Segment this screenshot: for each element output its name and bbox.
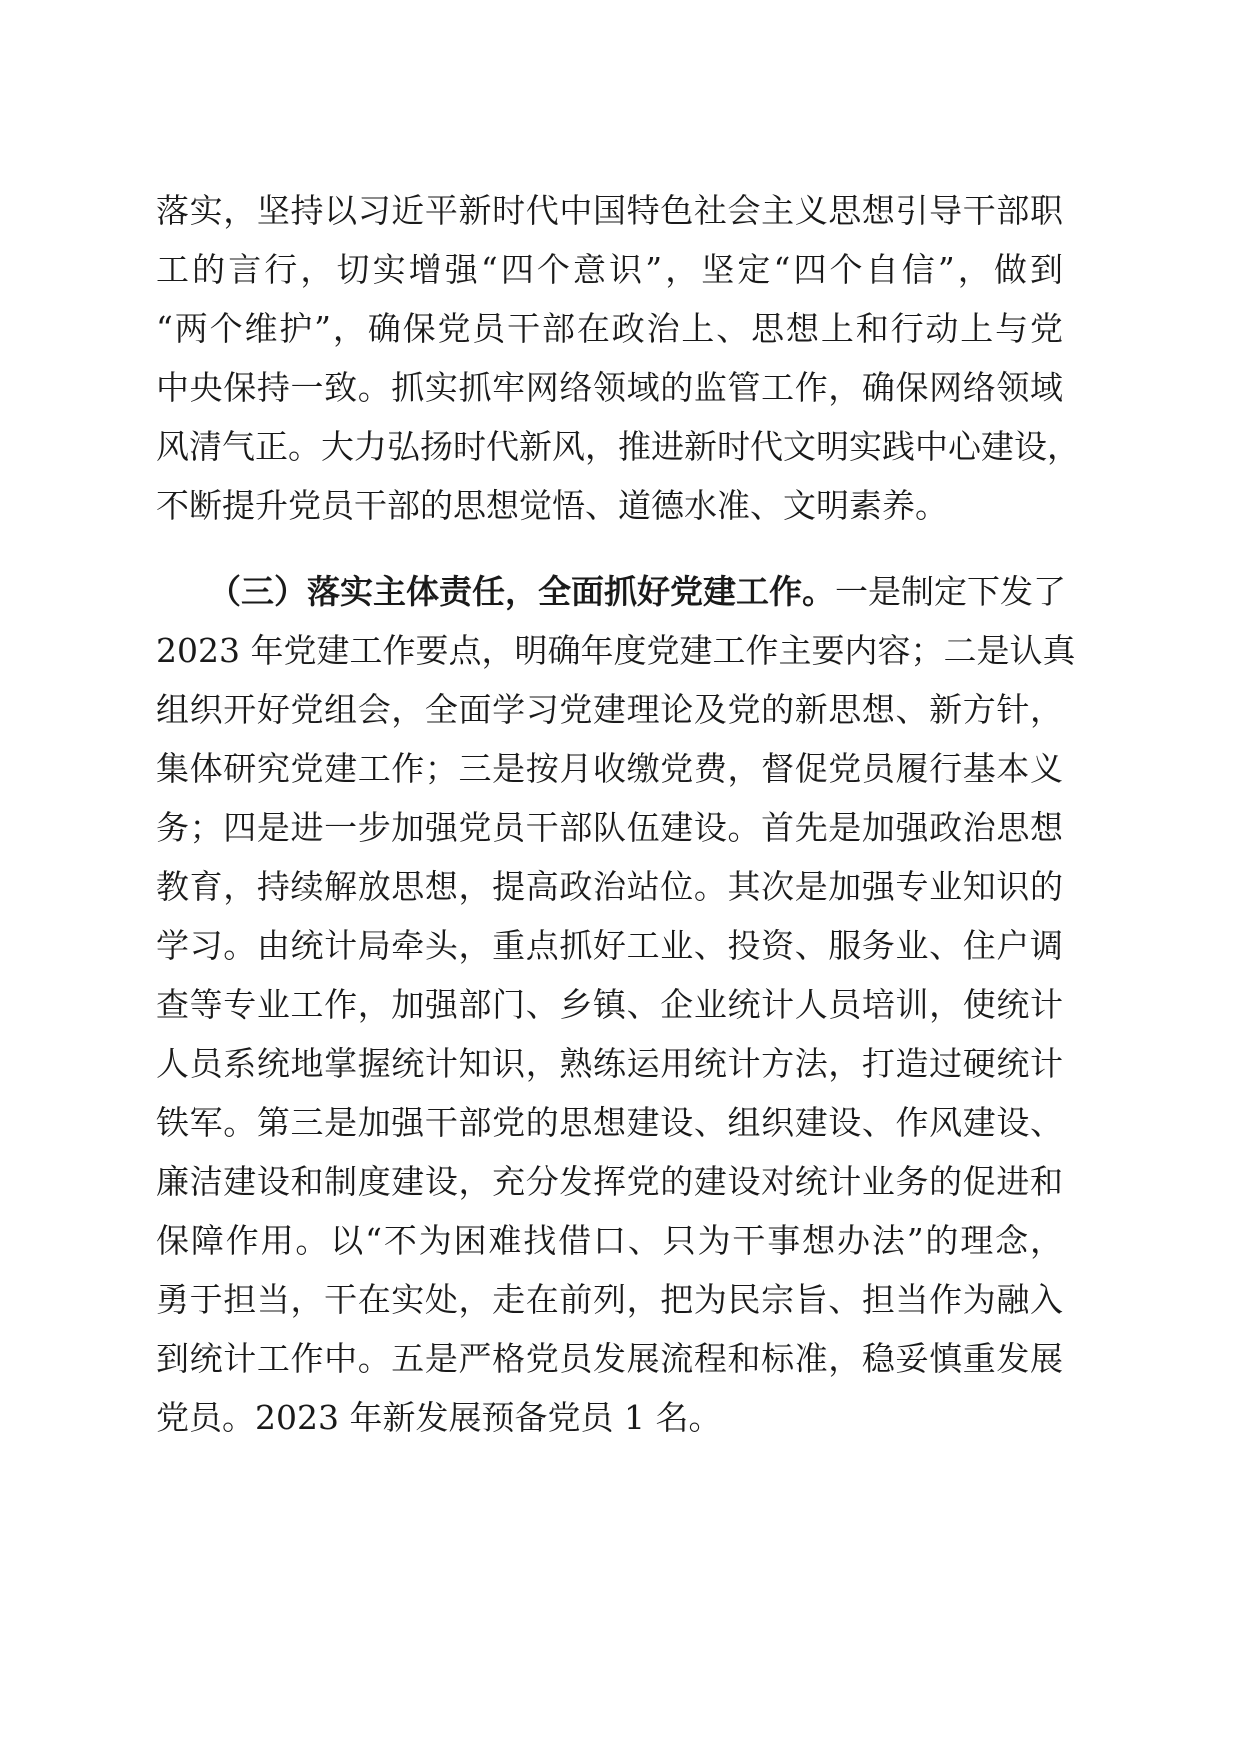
text-line: 学习。由统计局牵头，重点抓好工业、投资、服务业、住户调 [156, 926, 1063, 965]
section-heading: （三）落实主体责任，全面抓好党建工作。 [208, 572, 835, 611]
text-line: 集体研究党建工作；三是按月收缴党费，督促党员履行基本义 [156, 749, 1063, 788]
text-line: 工的言行，切实增强“四个意识”，坚定“四个自信”，做到 [156, 250, 1063, 289]
text-line: 风清气正。大力弘扬时代新风，推进新时代文明实践中心建设， [156, 427, 1080, 466]
text-line: 人员系统地掌握统计知识，熟练运用统计方法，打造过硬统计 [156, 1044, 1063, 1083]
text-line: 不断提升党员干部的思想觉悟、道德水准、文明素养。 [156, 486, 948, 525]
document-body [156, 181, 1080, 1447]
text-run: 一是制定下发了 [835, 572, 1066, 611]
text-line: 党员。2023 年新发展预备党员 1 名。 [156, 1398, 722, 1437]
text-line: 2023 年党建工作要点，明确年度党建工作主要内容；二是认真 [156, 631, 1076, 670]
text-line: 中央保持一致。抓实抓牢网络领域的监管工作，确保网络领域 [156, 368, 1063, 407]
text-line: 务；四是进一步加强党员干部队伍建设。首先是加强政治思想 [156, 808, 1063, 847]
text-line: 查等专业工作，加强部门、乡镇、企业统计人员培训，使统计 [156, 985, 1063, 1024]
text-line: 教育，持续解放思想，提高政治站位。其次是加强专业知识的 [156, 867, 1063, 906]
text-line: 落实，坚持以习近平新时代中国特色社会主义思想引导干部职 [156, 191, 1063, 230]
paragraph-spacer [156, 535, 1063, 562]
paragraph-1 [156, 181, 1080, 535]
text-line: 铁军。第三是加强干部党的思想建设、组织建设、作风建设、 [156, 1103, 1063, 1142]
text-line: 保障作用。以“不为困难找借口、只为干事想办法”的理念， [156, 1221, 1063, 1260]
text-line: 廉洁建设和制度建设，充分发挥党的建设对统计业务的促进和 [156, 1162, 1063, 1201]
text-line: 勇于担当，干在实处，走在前列，把为民宗旨、担当作为融入 [156, 1280, 1063, 1319]
text-line: 组织开好党组会，全面学习党建理论及党的新思想、新方针， [156, 690, 1063, 729]
text-line: “两个维护”，确保党员干部在政治上、思想上和行动上与党 [156, 309, 1063, 348]
paragraph-2 [156, 562, 1076, 1447]
text-line: 到统计工作中。五是严格党员发展流程和标准，稳妥慎重发展 [156, 1339, 1063, 1378]
paragraph-first-line [156, 562, 1066, 621]
